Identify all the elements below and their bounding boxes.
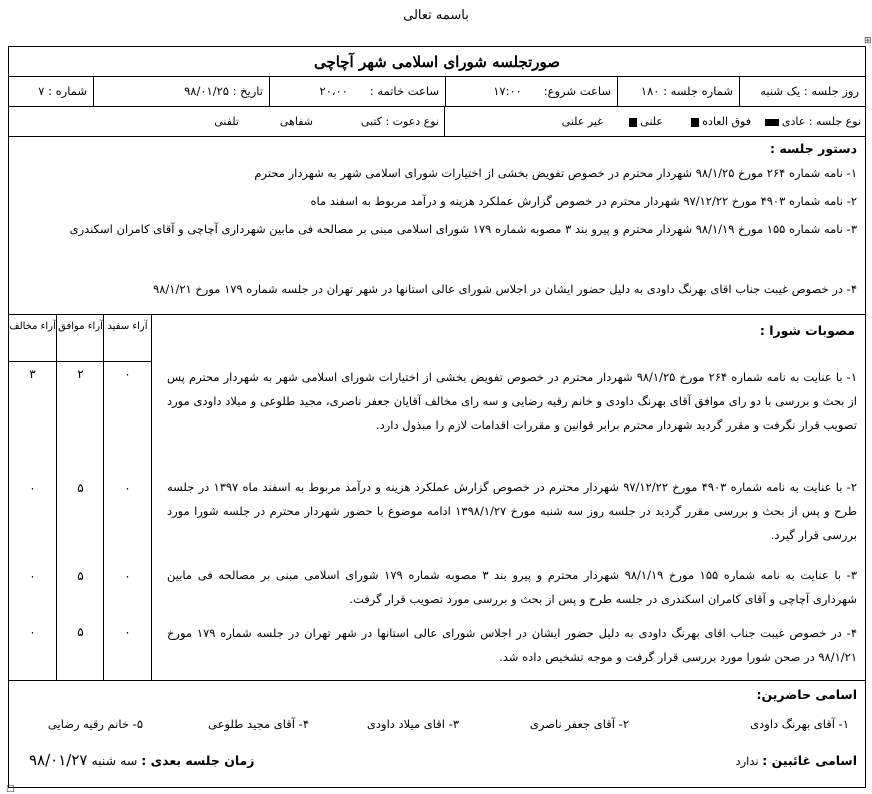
against-vote-count: ۰ [29, 481, 36, 495]
invite-verbal [280, 107, 313, 136]
number-cell [9, 77, 93, 106]
end-time-cell [269, 77, 445, 106]
attendee-name: ۵- خانم رقیه رضایی [47, 717, 143, 731]
agree-vote-count: ۲ [77, 367, 84, 381]
page-heading: باسمه تعالی [403, 8, 469, 23]
paragraph-mark-icon: □ [6, 784, 15, 794]
against-vote-count: ۳ [29, 367, 36, 381]
blank-vote-count: ۰ [124, 367, 131, 381]
against-vote-count: ۰ [29, 625, 36, 639]
agenda-item: ۴- در خصوص غیبت جناب اقای بهرنگ داودی به دلیل حضور ایشان در اجلاس شورای عالی استانها در شهر تهران در جلسه شماره ۱۷۹ مورخ ۹۸/۱/۲۱ [153, 282, 857, 296]
number-label: شماره : [48, 84, 87, 98]
date-cell [93, 77, 269, 106]
session-number-cell [617, 77, 739, 106]
agree-vote-count: ۵ [77, 481, 84, 495]
agenda-item: ۳- نامه شماره ۱۵۵ مورخ ۹۸/۱/۱۹ شهردار محترم و پیرو بند ۳ مصوبه شماره ۱۷۹ شورای اسلامی مبنی بر مصالحه فی مابین شهرداری آچاچی و آقای کامران اسکندری [69, 222, 857, 236]
agree-vote-count: ۵ [77, 569, 84, 583]
start-time-cell [445, 77, 617, 106]
next-session [29, 751, 255, 769]
divider [9, 361, 151, 362]
day-label: روز جلسه : [803, 84, 859, 98]
date-label: تاریخ : [232, 84, 263, 98]
against-vote-count: ۰ [29, 569, 36, 583]
day-cell [739, 77, 865, 106]
next-session-label: زمان جلسه بعدی : [141, 753, 255, 768]
resolution-item: ۴- در خصوص غیبت جناب اقای بهرنگ داودی به دلیل حضور ایشان در اجلاس شورای عالی استانها در شهر تهران در جلسه شماره ۱۷۹ مورخ ۹۸/۱/۲۱ در صحن شورا مورد بررسی قرار گرفت و موجه تشخیص داده شد. [167, 626, 857, 664]
attendees-section [9, 681, 865, 789]
attendee-name: ۴- آقای مجید طلوعی [208, 717, 309, 731]
resolution-item: ۱- با عنایت به نامه شماره ۲۶۴ مورخ ۹۸/۱/۲۵ شهردار محترم در خصوص تفویض بخشی از اختیارات شورای اسلامی شهر به شهردار محترم پس از بحث و بررسی با دو رای موافق آقای بهرنگ داودی و خانم رقیه رضایی و سه رای مخالف آقایان جعفر ناصری، مجید طلوعی و میلاد داودی مورد تصویب قرار نگرفت و مقرر گردید شهردار محترم برابر قوانین و مقررات اقدامات لازم را مبذول دارد. [167, 370, 857, 432]
end-time-value: ۲۰،۰۰ [319, 84, 348, 98]
session-private [562, 107, 603, 136]
blank-vote-count: ۰ [124, 481, 131, 495]
box-icon [629, 118, 637, 127]
agenda-item: ۱- نامه شماره ۲۶۴ مورخ ۹۸/۱/۲۵ شهردار محترم در خصوص تفویض بخشی از اختیارات شورای اسلامی شهر به شهردار محترم [254, 166, 857, 180]
session-type-regular [762, 107, 861, 136]
private-label: غیر علنی [561, 115, 603, 128]
attendee-name: ۲- آقای جعفر ناصری [529, 717, 629, 731]
meta-row [9, 77, 865, 107]
verbal-label: شفاهی [279, 115, 313, 128]
public-label: علنی [640, 115, 663, 128]
agenda-heading: دستور جلسه : [770, 141, 857, 156]
col-against-votes: آراء مخالف [9, 321, 56, 332]
end-time-label: ساعت خاتمه : [369, 84, 439, 98]
resolutions-section [9, 315, 865, 681]
day-value: یک شنبه [760, 84, 801, 98]
absentees-label: اسامی غائبین : [762, 753, 857, 768]
divider [151, 315, 152, 681]
attendee-name: ۳- اقای میلاد داودی [366, 717, 459, 731]
resolution-item: ۲- با عنایت به نامه شماره ۴۹۰۳ مورخ ۹۷/۱۲/۲۲ شهردار محترم در خصوص گزارش عملکرد هزینه و درآمد مربوط به اسفند ماه ۱۳۹۷ در جلسه طرح و پس از بحث و بررسی مقرر گردید در جلسه روز سه شنبه مورخ ۱۳۹۸/۱/۲۷ ادامه موضوع با حضور شهردار محترم در جلسه شورا مورد بررسی قرار گیرد. [167, 480, 857, 542]
agenda-item: ۲- نامه شماره ۴۹۰۳ مورخ ۹۷/۱۲/۲۲ شهردار محترم در خصوص گزارش عملکرد هزینه و درآمد مربوط به اسفند ماه [310, 194, 857, 208]
start-time-label: ساعت شروع: [543, 84, 611, 98]
divider [444, 107, 445, 136]
agenda-section [9, 137, 865, 315]
invite-written [361, 107, 439, 136]
session-number-label: شماره جلسه : [663, 84, 733, 98]
next-session-day: سه شنبه [91, 753, 138, 768]
invite-phone [214, 107, 239, 136]
absentees [735, 753, 857, 768]
start-time-value: ۱۷:۰۰ [493, 84, 522, 98]
session-type-extra [688, 107, 751, 136]
phone-label: تلفنی [214, 115, 239, 128]
resolution-item: ۳- با عنایت به نامه شماره ۱۵۵ مورخ ۹۸/۱/۱۹ شهردار محترم و پیرو بند ۳ مصوبه شماره ۱۷۹ شورای اسلامی مبنی بر مصالحه فی مابین شهرداری آچاچی و آقای کامران اسکندری در جلسه طرح و پس از بحث و بررسی مورد تصویب قرار گرفت. [167, 568, 857, 606]
blank-vote-count: ۰ [124, 625, 131, 639]
session-type-row [9, 107, 865, 137]
next-session-date: ۹۸/۰۱/۲۷ [29, 751, 88, 769]
extra-label: فوق العاده [702, 115, 751, 128]
agree-vote-count: ۵ [77, 625, 84, 639]
invite-label: نوع دعوت : کتبی [360, 115, 439, 128]
attendee-name: ۱- آقای بهرنگ داودی [750, 717, 849, 731]
col-agree-votes: آراء موافق [58, 321, 103, 332]
minutes-table [8, 46, 866, 788]
resolutions-heading: مصوبات شورا : [759, 323, 855, 338]
session-type-label: نوع جلسه : عادی [781, 115, 861, 128]
session-number-value: ۱۸۰ [640, 84, 660, 98]
date-value: ۹۸/۰۱/۲۵ [184, 84, 229, 98]
blank-vote-count: ۰ [124, 569, 131, 583]
session-public [626, 107, 663, 136]
table-anchor-icon: ⊞ [864, 36, 872, 46]
box-icon [691, 118, 699, 127]
number-value: ۷ [38, 84, 45, 98]
col-blank-votes: آراء سفید [107, 321, 148, 332]
checked-box-icon [765, 119, 779, 126]
document-title: صورتجلسه شورای اسلامی شهر آچاچی [9, 47, 865, 77]
absentees-value: ندارد [735, 754, 759, 768]
attendees-heading: اسامی حاضرین: [756, 687, 857, 702]
